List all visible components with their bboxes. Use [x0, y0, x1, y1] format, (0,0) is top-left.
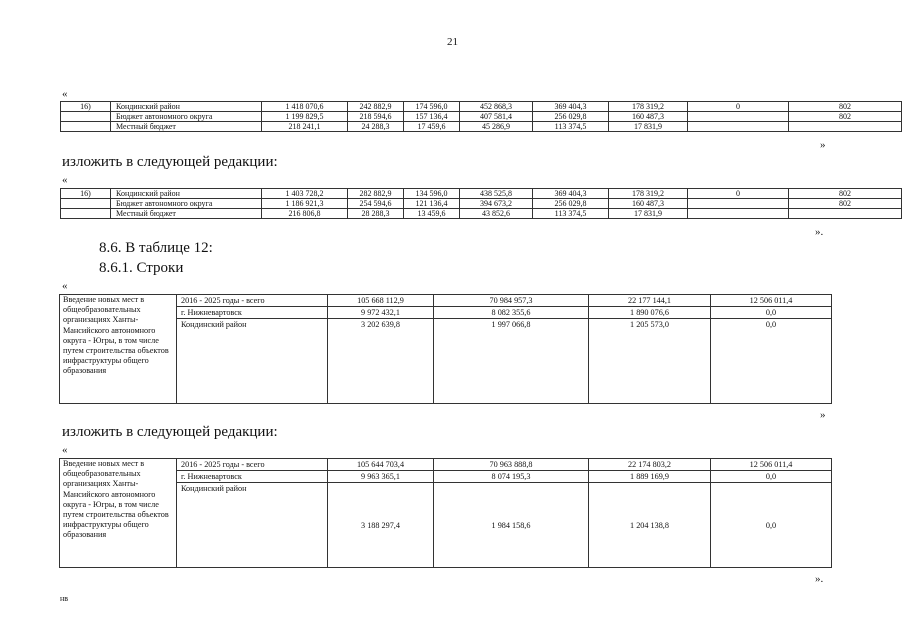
- cell: Местный бюджет: [111, 209, 262, 219]
- cell: 1 204 138,8: [589, 483, 711, 568]
- cell: [789, 209, 902, 219]
- subsection-heading: 8.6.1. Строки: [99, 260, 184, 276]
- quote-open-3: «: [62, 280, 68, 292]
- table12-old: [59, 294, 832, 404]
- cell: 802: [789, 199, 902, 209]
- cell: 113 374,5: [533, 209, 609, 219]
- cell: 1 997 066,8: [434, 319, 589, 404]
- quote-close-1: »: [820, 139, 826, 151]
- cell: 394 673,2: [460, 199, 533, 209]
- table-row: [61, 189, 902, 199]
- cell: 13 459,6: [404, 209, 460, 219]
- cell: 12 506 011,4: [711, 459, 832, 471]
- description-cell: Введение новых мест в общеобразовательных организациях Ханты-Мансийского автономного округа - Югры, в том числе путем строительства объектов инфраструктуры общего образования: [60, 295, 177, 404]
- cell: 452 868,3: [460, 102, 533, 112]
- cell: Кондинский район: [111, 102, 262, 112]
- cell: 9 972 432,1: [328, 307, 434, 319]
- cell: 3 202 639,8: [328, 319, 434, 404]
- cell: г. Нижневартовск: [177, 471, 328, 483]
- cell: 407 581,4: [460, 112, 533, 122]
- cell: [789, 122, 902, 132]
- cell: 256 029,8: [533, 112, 609, 122]
- cell: 1 199 829,5: [262, 112, 348, 122]
- cell: 16): [61, 102, 111, 112]
- cell: 1 205 573,0: [589, 319, 711, 404]
- cell: 24 288,3: [348, 122, 404, 132]
- cell: 256 029,8: [533, 199, 609, 209]
- cell: 1 186 921,3: [262, 199, 348, 209]
- cell: 1 418 070,6: [262, 102, 348, 112]
- cell: 17 831,9: [609, 209, 688, 219]
- cell: 9 963 365,1: [328, 471, 434, 483]
- table-row: [61, 209, 902, 219]
- table12-new: [59, 458, 832, 568]
- quote-open-1: «: [62, 88, 68, 100]
- cell: 28 288,3: [348, 209, 404, 219]
- table-row: [61, 102, 902, 112]
- quote-open-4: «: [62, 444, 68, 456]
- cell: Бюджет автономного округа: [111, 112, 262, 122]
- cell: [61, 209, 111, 219]
- cell: 12 506 011,4: [711, 295, 832, 307]
- page-number: 21: [447, 36, 458, 48]
- municipality-table-new: [60, 188, 902, 219]
- cell: 802: [789, 102, 902, 112]
- cell: 3 188 297,4: [328, 483, 434, 568]
- description-cell: Введение новых мест в общеобразовательных организациях Ханты-Мансийского автономного округа - Югры, в том числе путем строительства объектов инфраструктуры общего образования: [60, 459, 177, 568]
- cell: [688, 122, 789, 132]
- cell: 70 984 957,3: [434, 295, 589, 307]
- cell: Местный бюджет: [111, 122, 262, 132]
- cell: 178 319,2: [609, 189, 688, 199]
- cell: Кондинский район: [177, 319, 328, 404]
- cell: 218 594,6: [348, 112, 404, 122]
- cell: 0,0: [711, 319, 832, 404]
- cell: 802: [789, 112, 902, 122]
- cell: г. Нижневартовск: [177, 307, 328, 319]
- cell: 2016 - 2025 годы - всего: [177, 295, 328, 307]
- quote-close-4: ».: [815, 573, 824, 585]
- cell: [688, 112, 789, 122]
- cell: 1 403 728,2: [262, 189, 348, 199]
- table-row: [61, 122, 902, 132]
- cell: 113 374,5: [533, 122, 609, 132]
- cell: 134 596,0: [404, 189, 460, 199]
- table-row: [61, 199, 902, 209]
- cell: 160 487,3: [609, 112, 688, 122]
- table-row: [60, 459, 832, 471]
- cell: Кондинский район: [177, 483, 328, 568]
- cell: 242 882,9: [348, 102, 404, 112]
- cell: 174 596,0: [404, 102, 460, 112]
- cell: [688, 199, 789, 209]
- cell: 105 644 703,4: [328, 459, 434, 471]
- cell: 22 177 144,1: [589, 295, 711, 307]
- cell: 8 074 195,3: [434, 471, 589, 483]
- cell: 17 459,6: [404, 122, 460, 132]
- cell: 0,0: [711, 483, 832, 568]
- quote-close-3: »: [820, 409, 826, 421]
- cell: 70 963 888,8: [434, 459, 589, 471]
- cell: Кондинский район: [111, 189, 262, 199]
- municipality-table-old: [60, 101, 902, 132]
- cell: 369 404,3: [533, 102, 609, 112]
- footer-mark: нв: [60, 594, 69, 603]
- cell: [61, 112, 111, 122]
- table-row: [60, 295, 832, 307]
- cell: [61, 199, 111, 209]
- cell: 1 889 169,9: [589, 471, 711, 483]
- cell: 218 241,1: [262, 122, 348, 132]
- table-row: [61, 112, 902, 122]
- cell: 17 831,9: [609, 122, 688, 132]
- cell: 254 594,6: [348, 199, 404, 209]
- cell: 0,0: [711, 471, 832, 483]
- section-heading: 8.6. В таблице 12:: [99, 240, 213, 256]
- cell: 45 286,9: [460, 122, 533, 132]
- cell: 0,0: [711, 307, 832, 319]
- cell: 16): [61, 189, 111, 199]
- cell: 0: [688, 102, 789, 112]
- cell: 802: [789, 189, 902, 199]
- cell: 43 852,6: [460, 209, 533, 219]
- replace-phrase-2: изложить в следующей редакции:: [62, 424, 278, 440]
- cell: 282 882,9: [348, 189, 404, 199]
- quote-open-2: «: [62, 174, 68, 186]
- quote-close-2: ».: [815, 226, 824, 238]
- cell: 1 890 076,6: [589, 307, 711, 319]
- cell: 160 487,3: [609, 199, 688, 209]
- cell: [688, 209, 789, 219]
- cell: 2016 - 2025 годы - всего: [177, 459, 328, 471]
- replace-phrase-1: изложить в следующей редакции:: [62, 154, 278, 170]
- cell: 438 525,8: [460, 189, 533, 199]
- cell: 105 668 112,9: [328, 295, 434, 307]
- cell: 8 082 355,6: [434, 307, 589, 319]
- cell: 369 404,3: [533, 189, 609, 199]
- cell: 216 806,8: [262, 209, 348, 219]
- cell: 0: [688, 189, 789, 199]
- cell: 121 136,4: [404, 199, 460, 209]
- cell: 22 174 803,2: [589, 459, 711, 471]
- cell: 157 136,4: [404, 112, 460, 122]
- cell: [61, 122, 111, 132]
- cell: Бюджет автономного округа: [111, 199, 262, 209]
- cell: 178 319,2: [609, 102, 688, 112]
- cell: 1 984 158,6: [434, 483, 589, 568]
